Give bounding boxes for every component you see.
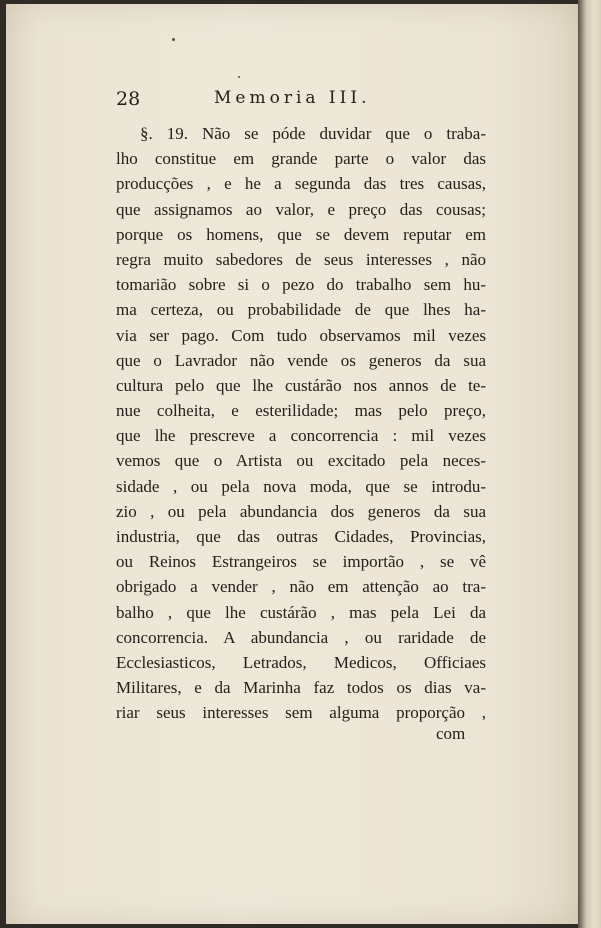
text-line: que assignamos ao valor, e preço das cousas; [116,199,486,219]
text-line: ou Reinos Estrangeiros se importão , se vê [116,552,486,572]
text-line: porque os homens, que se devem reputar em [116,224,486,244]
text-line: nue colheita, e esterilidade; mas pelo preço, [116,401,486,421]
ink-speck [172,38,175,41]
text-line: lho constitue em grande parte o valor das [116,149,486,169]
text-line: balho , que lhe custárão , mas pela Lei da [116,602,486,622]
text-line: industria, que das outras Cidades, Provincias, [116,527,486,546]
text-line: cultura pelo que lhe custárão nos annos de te- [116,375,486,395]
text-line: tomarião sobre si o pezo do trabalho sem hu- [116,275,486,295]
text-line: sidade , ou pela nova moda, que se introdu- [116,476,486,496]
running-title: Memoria III. [214,88,371,108]
text-line: via ser pago. Com tudo observamos mil vezes [116,325,486,345]
text-line: ma certeza, ou probabilidade de que lhes ha- [116,300,486,320]
text-line: Militares, e da Marinha faz todos os dias va- [116,678,486,698]
text-line: que o Lavrador não vende os generos da sua [116,350,486,370]
text-line: vemos que o Artista ou excitado pela neces- [116,451,486,471]
text-line: obrigado a vender , não em attenção ao tra- [116,577,486,597]
ink-speck [238,76,240,78]
text-line: zio , ou pela abundancia dos generos da sua [116,501,486,521]
facing-page-edge [578,0,601,928]
text-line: riar seus interesses sem alguma proporção , [116,703,486,723]
text-line: Ecclesiasticos, Letrados, Medicos, Officiaes [116,652,486,672]
text-line: §. 19. Não se póde duvidar que o traba- [140,124,486,143]
text-line: concorrencia. A abundancia , ou raridade de [116,627,486,647]
text-line: producções , e he a segunda das tres causas, [116,174,486,194]
page-header [116,88,486,114]
body-text [116,121,486,726]
catchword: com [436,724,466,743]
text-line: regra muito sabedores de seus interesses , não [116,249,486,269]
page-number: 28 [116,88,141,110]
text-line: que lhe prescreve a concorrencia : mil vezes [116,426,486,446]
